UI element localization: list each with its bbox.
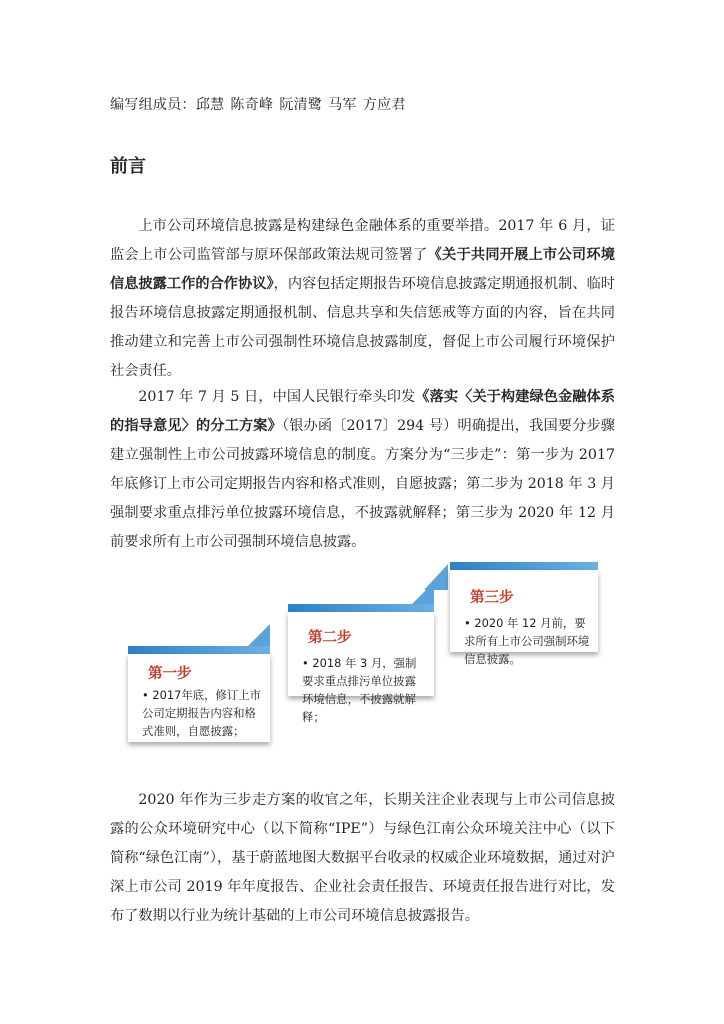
three-steps-diagram [128, 562, 598, 752]
step-3-bar [450, 562, 598, 570]
step-3-corner [424, 564, 448, 590]
step-2-bar [288, 604, 434, 612]
step-2-title: 第二步 [308, 630, 352, 646]
author-name: 阮清鹭 [279, 97, 323, 113]
author-name: 方应君 [362, 97, 406, 113]
paragraph-plan [110, 383, 615, 557]
step-1-desc: • 2017年底，修订上市公司定期报告内容和格式准则，自愿披露； [142, 688, 262, 738]
authors-line [110, 94, 412, 114]
paragraph-text: 上市公司环境信息披露是构建绿色金融体系的重要举措。2017 年 6 月，证监会上市公司监管部与原环保部政策法规司签署了 [110, 218, 615, 263]
author-name: 马军 [328, 97, 357, 113]
agreement-title: 《关于共同开展上市公司环境信息披露工作的合作协议》 [110, 247, 615, 292]
step-3-card [450, 570, 598, 666]
author-name: 陈奇峰 [230, 97, 274, 113]
paragraph-intro [110, 212, 615, 386]
section-title: 前言 [110, 156, 146, 177]
authors-label: 编写组成员： [110, 97, 196, 113]
author-name: 邱慧 [195, 97, 225, 113]
step-1-corner [248, 624, 270, 646]
paragraph-text: ，内容包括定期报告环境信息披露定期通报机制、临时报告环境信息披露定期通报机制、信息共享和失信惩戒等方面的内容，旨在共同推动建立和完善上市公司强制性环境信息披露制度，督促上市公司履行环境保护社会责任。 [110, 276, 615, 379]
step-1-card [128, 654, 270, 742]
paragraph-text: 2017 年 7 月 5 日，中国人民银行牵头印发 [138, 389, 416, 405]
step-3-desc: • 2020 年 12 月前，要求所有上市公司强制环境信息披露。 [464, 616, 590, 666]
step-1-title: 第一步 [148, 666, 192, 682]
step-2-card [288, 612, 434, 724]
plan-title: 《落实〈关于构建绿色金融体系的指导意见〉的分工方案》 [110, 389, 615, 434]
paragraph-report: 2020 年作为三步走方案的收官之年，长期关注企业表现与上市公司信息披露的公众环境研究中心（以下简称“IPE”）与绿色江南公众环境关注中心（以下简称“绿色江南”），基于蔚蓝地图大数据平台收录的权威企业环境数据，通过对沪深上市公司 2019 年年度报告、企业社会责任报告、环境责任报告进行对比，发布了数期以行业为统计基础的上市公司环境信息披露报告。 [110, 792, 615, 924]
step-1-bar [128, 646, 270, 654]
step-3-title: 第三步 [470, 590, 514, 606]
paragraph-text: （银办函〔2017〕294 号）明确提出，我国要分步骤建立强制性上市公司披露环境信息的制度。方案分为“三步走”：第一步为 2017 年底修订上市公司定期报告内容和格式准则，自愿披露；第二步为 2018 年 3 月强制要求重点排污单位披露环境信息，不披露就解释；第三步为 2020 年 12 月前要求所有上市公司强制环境信息披露。 [110, 418, 615, 550]
step-2-desc: • 2018 年 3 月，强制要求重点排污单位披露环境信息，不披露就解释； [302, 656, 417, 724]
